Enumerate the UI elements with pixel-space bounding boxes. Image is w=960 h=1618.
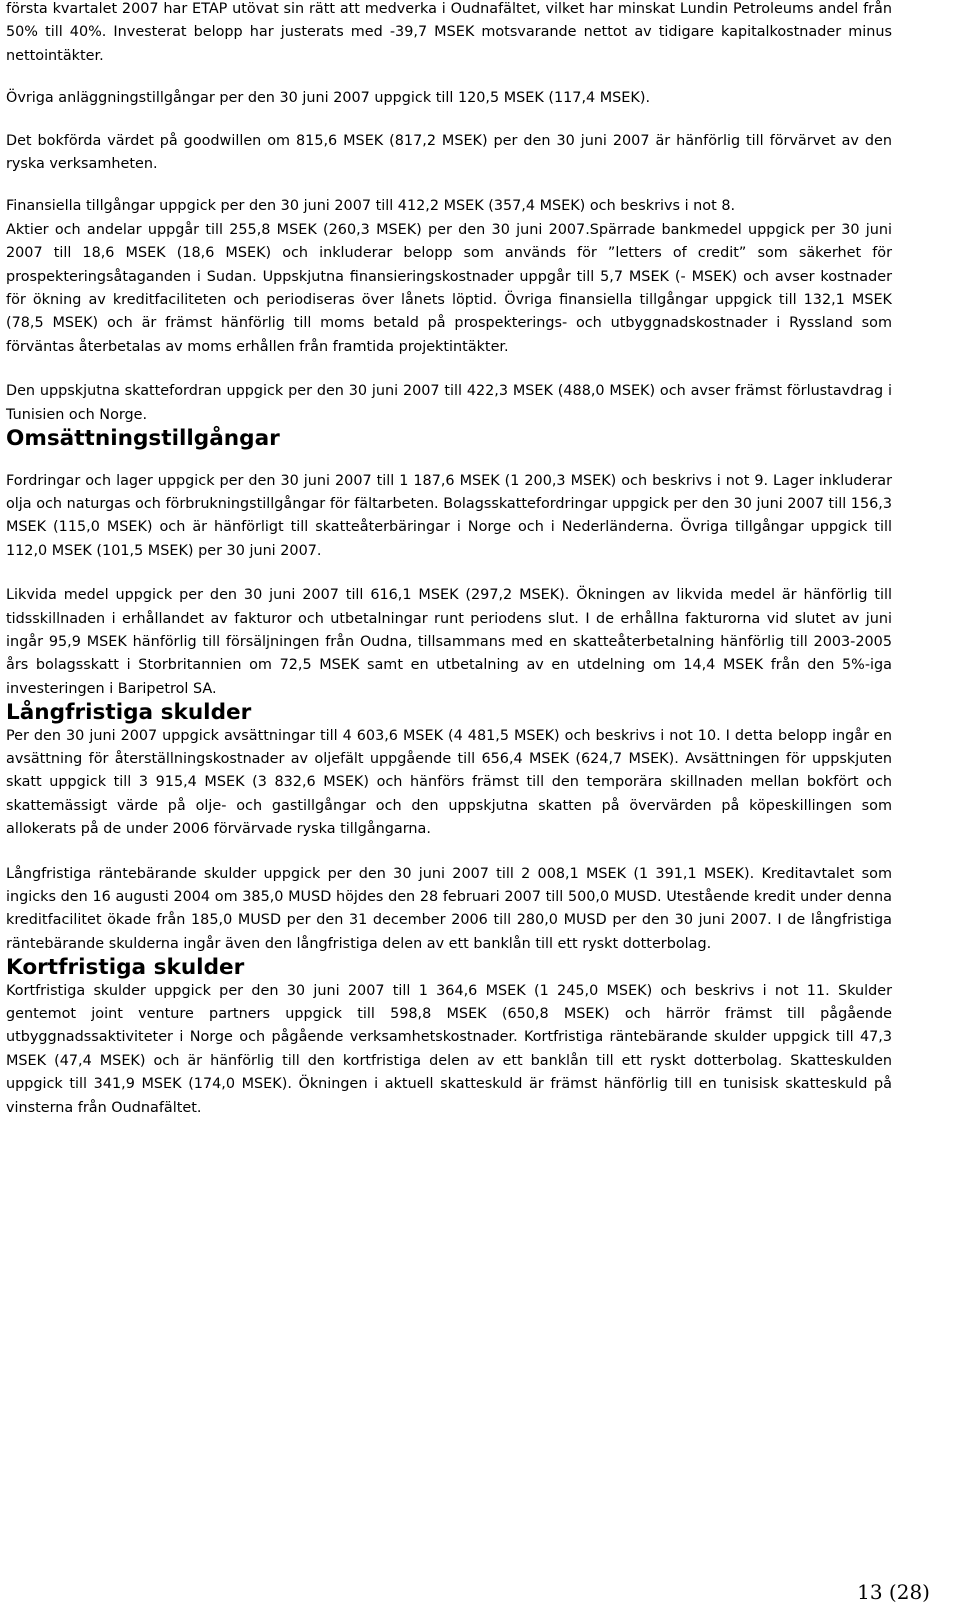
document-page xyxy=(6,0,892,1120)
page-number: 13 (28) xyxy=(857,1580,930,1604)
heading-current-assets: Omsättningstillgångar xyxy=(6,426,280,452)
paragraph-other-fixed-assets: Övriga anläggningstillgångar per den 30 juni 2007 uppgick till 120,5 MSEK (117,4 MSEK). xyxy=(6,90,651,107)
paragraph-receivables-inventory: Fordringar och lager uppgick per den 30 juni 2007 till 1 187,6 MSEK (1 200,3 MSEK) och beskrivs i not 9. Lager inkluderar olja och naturgas och förbrukningstillgångar för fältarbeten. Bolagsskattefordringar uppgick per den 30 juni 2007 till 156,3 MSEK (115,0 MSEK) och är hänförligt till skatteåterbäringar i Norge och i Nederländerna. Övriga tillgångar uppgick till 112,0 MSEK (101,5 MSEK) per 30 juni 2007. xyxy=(6,472,892,559)
paragraph-goodwill: Det bokförda värdet på goodwillen om 815,6 MSEK (817,2 MSEK) per den 30 juni 2007 är hänförlig till förvärvet av den ryska verksamheten. xyxy=(6,132,892,173)
paragraph-cash: Likvida medel uppgick per den 30 juni 2007 till 616,1 MSEK (297,2 MSEK). Ökningen av likvida medel är hänförlig till tidsskillnaden i erhållandet av fakturor och utbetalningar runt periodens slut. I de erhållna fakturorna vid slutet av juni ingår 95,9 MSEK hänförlig till försäljningen från Oudna, tillsammans med en skatteåterbetalning hänförlig till 2003-2005 års bolagsskatt i Storbritannien om 72,5 MSEK samt en utbetalning av en utdelning om 14,4 MSEK från den 5%-iga investeringen i Baripetrol SA. xyxy=(6,587,892,697)
heading-long-term-liabilities: Långfristiga skulder xyxy=(6,700,252,726)
paragraph-financial-assets: Finansiella tillgångar uppgick per den 30 juni 2007 till 412,2 MSEK (357,4 MSEK) och beskrivs i not 8. xyxy=(6,198,736,215)
paragraph-provisions: Per den 30 juni 2007 uppgick avsättningar till 4 603,6 MSEK (4 481,5 MSEK) och beskrivs i not 10. I detta belopp ingår en avsättning för återställningskostnader av oljefält uppgående till 656,4 MSEK (624,7 MSEK). Avsättningen för uppskjuten skatt uppgick till 3 915,4 MSEK (3 832,6 MSEK) och hänförs främst till den temporära skillnaden mellan bokfört och skattemässigt värde på olje- och gastillgångar och den uppskjutna skatten på övervärden på köpeskillingen som allokerats på de under 2006 förvärvade ryska tillgångarna. xyxy=(6,727,892,838)
paragraph-deferred-tax: Den uppskjutna skattefordran uppgick per den 30 juni 2007 till 422,3 MSEK (488,0 MSEK) och avser främst förlustavdrag i Tunisien och Norge. xyxy=(6,383,892,423)
paragraph-current-liabilities: Kortfristiga skulder uppgick per den 30 juni 2007 till 1 364,6 MSEK (1 245,0 MSEK) och beskrivs i not 11. Skulder gentemot joint venture partners uppgick till 598,8 MSEK (650,8 MSEK) och härrör främst till pågående utbyggnadssaktiviteter i Norge och pågående verksamhetskostnader. Kortfristiga räntebärande skulder uppgick till 47,3 MSEK (47,4 MSEK) och är hänförlig till den kortfristiga delen av ett banklån till ett ryskt dotterbolag. Skatteskulden uppgick till 341,9 MSEK (174,0 MSEK). Ökningen i aktuell skatteskuld är främst hänförlig till en tunisisk skatteskuld på vinsterna från Oudnafältet. xyxy=(6,982,892,1116)
heading-short-term-liabilities: Kortfristiga skulder xyxy=(6,955,245,981)
paragraph-shares-and-restricted-cash: Aktier och andelar uppgår till 255,8 MSEK (260,3 MSEK) per den 30 juni 2007.Spärrade bankmedel uppgick per 30 juni 2007 till 18,6 MSEK (18,6 MSEK) och inkluderar belopp som används för ”letters of credit” som säkerhet för prospekteringsåtaganden i Sudan. Uppskjutna finansieringskostnader uppgår till 5,7 MSEK (- MSEK) och avser kostnader för ökning av kreditfaciliteten och periodiseras över lånets löptid. Övriga finansiella tillgångar uppgick till 132,1 MSEK (78,5 MSEK) och är främst hänförlig till moms betald på prospekterings- och utbyggnadskostnader i Ryssland som förväntas återbetalas av moms erhållen från framtida projektintäkter. xyxy=(6,221,892,355)
paragraph-interest-bearing-debt: Långfristiga räntebärande skulder uppgick per den 30 juni 2007 till 2 008,1 MSEK (1 391,1 MSEK). Kreditavtalet som ingicks den 16 augusti 2004 om 385,0 MUSD höjdes den 28 februari 2007 till 500,0 MUSD. Utestående kredit under denna kreditfacilitet ökade från 185,0 MUSD per den 31 december 2006 till 280,0 MUSD per den 30 juni 2007. I de långfristiga räntebärande skulderna ingår även den långfristiga delen av ett banklån till ett ryskt dotterbolag. xyxy=(6,865,892,952)
paragraph-oudna-share: första kvartalet 2007 har ETAP utövat sin rätt att medverka i Oudnafältet, vilket har minskat Lundin Petroleums andel från 50% till 40%. Investerat belopp har justerats med -39,7 MSEK motsvarande nettot av tidigare kapitalkostnader minus nettointäkter. xyxy=(6,1,892,64)
